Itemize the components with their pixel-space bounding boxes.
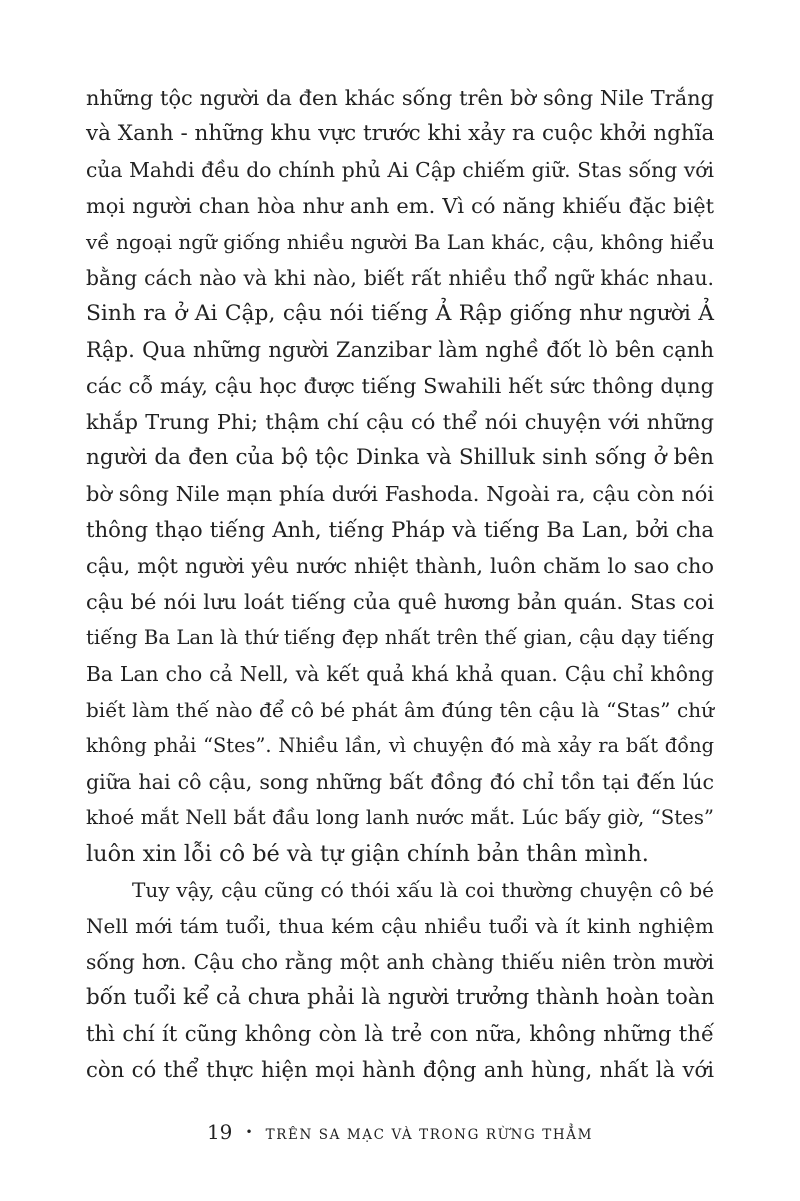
body-text xyxy=(86,80,714,1088)
text-line: giữa hai cô cậu, song những bất đồng đó chỉ tồn tại đến lúc xyxy=(86,770,714,794)
text-line: thông thạo tiếng Anh, tiếng Pháp và tiếng Ba Lan, bởi cha xyxy=(86,517,714,542)
paragraph xyxy=(86,80,714,872)
text-line: luôn xin lỗi cô bé và tự giận chính bản thân mình. xyxy=(86,841,649,867)
text-line: bờ sông Nile mạn phía dưới Fashoda. Ngoài ra, cậu còn nói xyxy=(86,482,714,506)
text-line: sống hơn. Cậu cho rằng một anh chàng thiếu niên tròn mười xyxy=(86,950,714,974)
paragraph xyxy=(86,872,714,1088)
text-line: tiếng Ba Lan là thứ tiếng đẹp nhất trên thế gian, cậu dạy tiếng xyxy=(86,626,715,649)
text-line: bằng cách nào và khi nào, biết rất nhiều thổ ngữ khác nhau. xyxy=(86,266,714,290)
text-line: Sinh ra ở Ai Cập, cậu nói tiếng Ả Rập giống như người Ả xyxy=(86,301,714,326)
running-title: TRÊN SA MẠC VÀ TRONG RỪNG THẲM xyxy=(265,1127,594,1143)
bullet-separator: • xyxy=(245,1125,253,1139)
text-line: người da đen của bộ tộc Dinka và Shilluk sinh sống ở bên xyxy=(86,445,714,470)
text-line: cậu, một người yêu nước nhiệt thành, luôn chăm lo sao cho xyxy=(86,554,714,578)
text-line: còn có thể thực hiện mọi hành động anh hùng, nhất là với xyxy=(86,1057,714,1082)
text-line: mọi người chan hòa như anh em. Vì có năng khiếu đặc biệt xyxy=(86,194,714,218)
text-line: khoé mắt Nell bắt đầu long lanh nước mắt. Lúc bấy giờ, “Stes” xyxy=(86,806,714,829)
page-number: 19 xyxy=(206,1120,233,1144)
text-line: về ngoại ngữ giống nhiều người Ba Lan khác, cậu, không hiểu xyxy=(86,230,715,254)
text-line: và Xanh - những khu vực trước khi xảy ra cuộc khởi nghĩa xyxy=(86,121,715,146)
text-line: Rập. Qua những người Zanzibar làm nghề đốt lò bên cạnh xyxy=(86,337,714,362)
text-line: cậu bé nói lưu loát tiếng của quê hương bản quán. Stas coi xyxy=(86,590,714,614)
text-line: Tuy vậy, cậu cũng có thói xấu là coi thường chuyện cô bé xyxy=(132,878,714,902)
text-line: những tộc người da đen khác sống trên bờ sông Nile Trắng xyxy=(86,86,714,110)
text-line: không phải “Stes”. Nhiều lần, vì chuyện đó mà xảy ra bất đồng xyxy=(86,734,714,757)
text-line: Nell mới tám tuổi, thua kém cậu nhiều tuổi và ít kinh nghiệm xyxy=(86,914,714,938)
text-line: biết làm thế nào để cô bé phát âm đúng tên cậu là “Stas” chứ xyxy=(86,698,714,722)
text-line: các cỗ máy, cậu học được tiếng Swahili hết sức thông dụng xyxy=(86,374,714,398)
text-line: Ba Lan cho cả Nell, và kết quả khá khả quan. Cậu chỉ không xyxy=(86,662,714,686)
page-footer xyxy=(0,1120,800,1144)
text-line: của Mahdi đều do chính phủ Ai Cập chiếm giữ. Stas sống với xyxy=(86,158,714,182)
text-line: bốn tuổi kể cả chưa phải là người trưởng thành hoàn toàn xyxy=(86,985,715,1010)
text-line: khắp Trung Phi; thậm chí cậu có thể nói chuyện với những xyxy=(86,410,714,434)
text-line: thì chí ít cũng không còn là trẻ con nữa, không những thế xyxy=(86,1021,714,1046)
